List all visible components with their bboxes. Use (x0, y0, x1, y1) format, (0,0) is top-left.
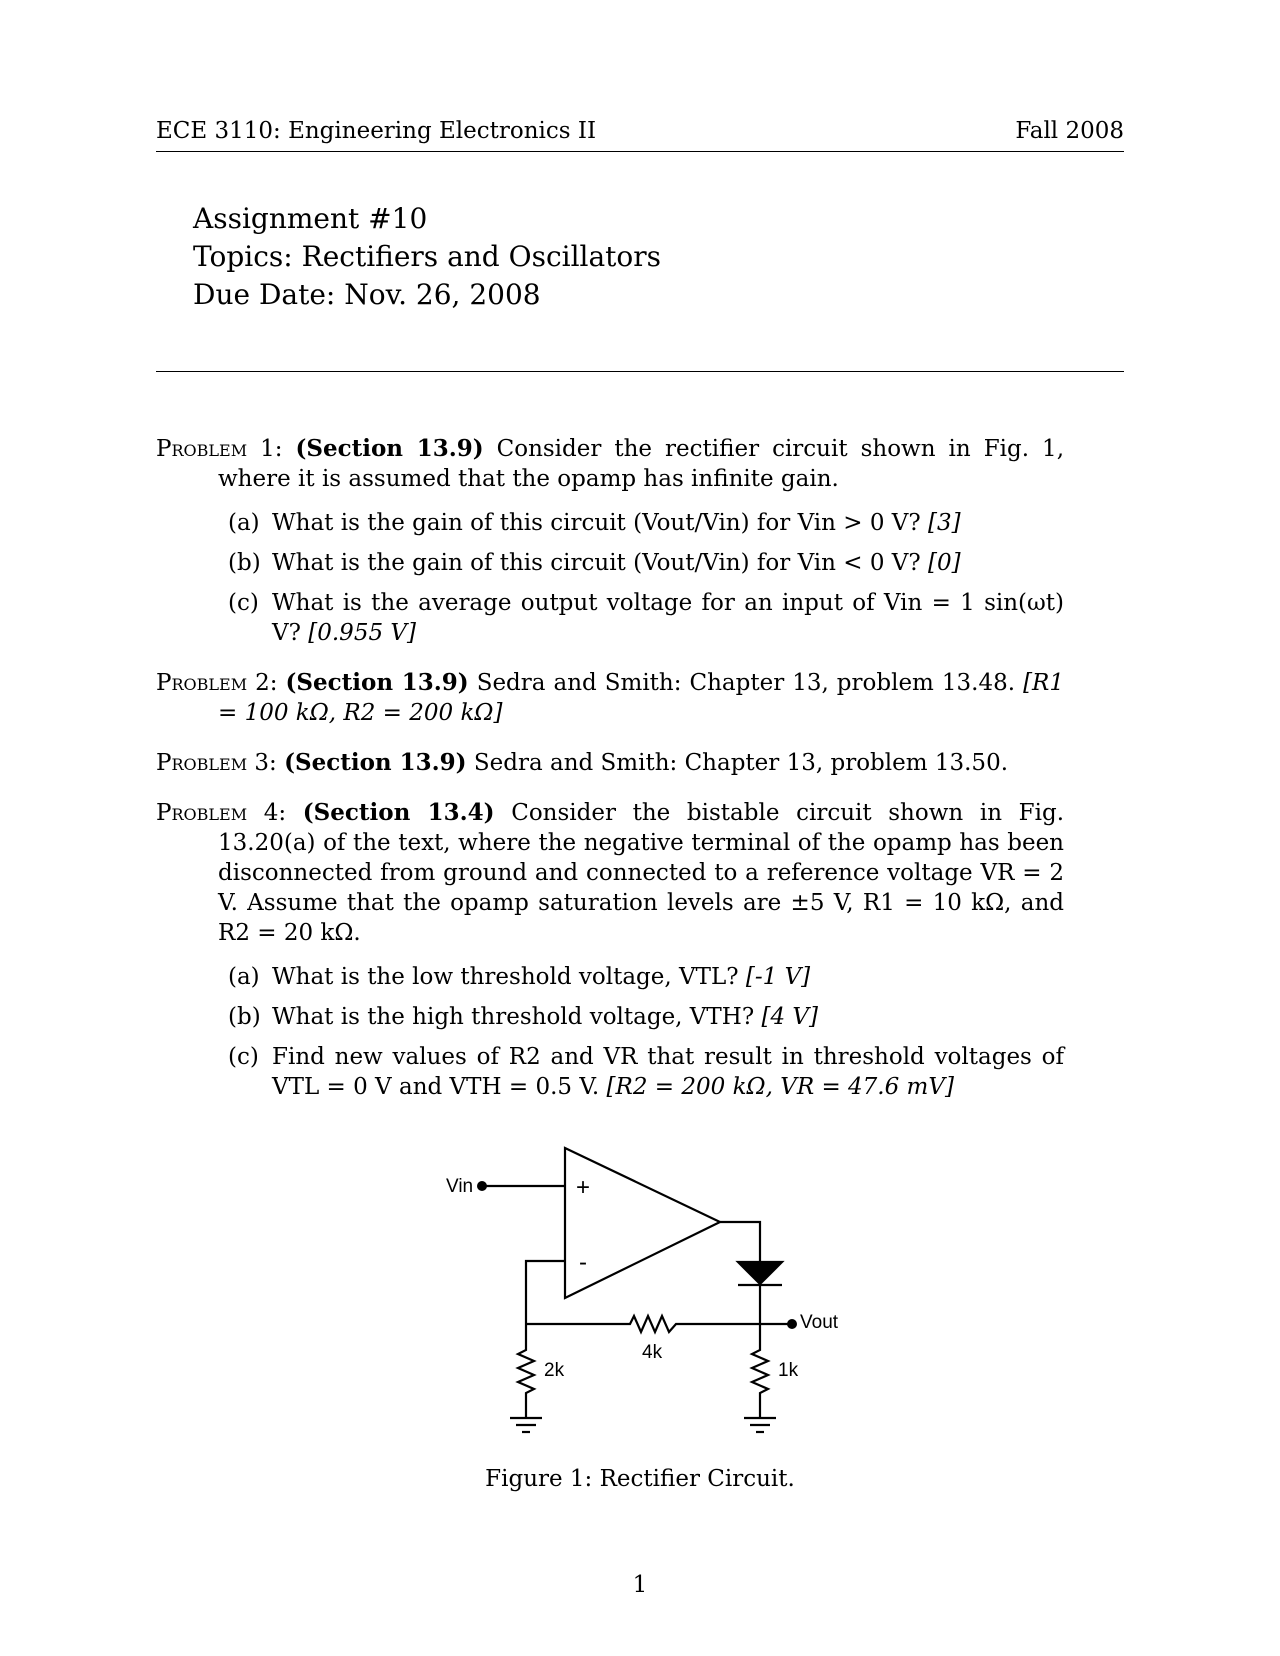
part-label: (c) (228, 1044, 259, 1070)
part-label: (a) (228, 510, 260, 536)
output-wire (720, 1222, 760, 1262)
problem-1-parts (228, 508, 1064, 648)
part-answer: [0.955 V] (308, 620, 416, 646)
opamp-plus-label: + (576, 1174, 591, 1201)
part-text: What is the high threshold voltage, VTH? (272, 1004, 755, 1030)
vin-terminal (477, 1181, 487, 1191)
problem-4-parts (228, 962, 1064, 1102)
diode-symbol (738, 1262, 782, 1284)
problem-2-text: Sedra and Smith: Chapter 13, problem 13.48. (476, 670, 1016, 696)
problem-1 (156, 434, 1064, 648)
resistor-1k-label: 1k (778, 1360, 799, 1381)
part-label: (b) (228, 550, 261, 576)
problem-3-heading: Problem 3: (156, 750, 277, 776)
problem-2-heading: Problem 2: (156, 670, 278, 696)
part-text: Find new values of R2 and VR that result in threshold voltages of VTL = 0 V and VTH = 0.5 V. (272, 1044, 1064, 1100)
opamp-symbol (565, 1148, 720, 1298)
problem-4-heading: Problem 4: (156, 800, 287, 826)
part-answer: [-1 V] (745, 964, 811, 990)
problem-2 (156, 668, 1064, 728)
problem-3-statement (156, 748, 1064, 778)
part-text: What is the average output voltage for an input of Vin = 1 sin(ωt) V? (272, 590, 1064, 646)
vout-terminal (787, 1319, 797, 1329)
part-answer: [R2 = 200 kΩ, VR = 47.6 mV] (606, 1074, 954, 1100)
part-label: (c) (228, 590, 259, 616)
problem-4-part-b (228, 1002, 1064, 1032)
problem-3 (156, 748, 1064, 778)
resistor-4k (526, 1316, 790, 1332)
rectifier-circuit-diagram (420, 1135, 860, 1455)
header-rule (156, 151, 1124, 152)
problem-4-statement (156, 798, 1064, 948)
part-label: (a) (228, 964, 260, 990)
problem-2-section: (Section 13.9) (285, 669, 469, 696)
part-text: What is the gain of this circuit (Vout/Vin) for Vin > 0 V? (272, 510, 921, 536)
part-text: What is the low threshold voltage, VTL? (272, 964, 739, 990)
problem-3-text: Sedra and Smith: Chapter 13, problem 13.50. (473, 750, 1009, 776)
part-answer: [0] (928, 550, 961, 576)
opamp-minus-label: - (579, 1249, 587, 1276)
vin-label: Vin (446, 1176, 474, 1197)
assignment-number: Assignment #10 (193, 202, 428, 235)
part-answer: [4 V] (761, 1004, 818, 1030)
resistor-4k-label: 4k (642, 1342, 663, 1363)
problem-1-section: (Section 13.9) (295, 435, 484, 462)
assignment-due-date: Due Date: Nov. 26, 2008 (193, 278, 541, 311)
problem-4 (156, 798, 1064, 1102)
part-text: What is the gain of this circuit (Vout/Vin) for Vin < 0 V? (272, 550, 921, 576)
vout-label: Vout (800, 1312, 839, 1333)
course-title: ECE 3110: Engineering Electronics II (156, 118, 597, 144)
part-label: (b) (228, 1004, 261, 1030)
resistor-1k (752, 1324, 768, 1418)
problem-1-statement (156, 434, 1064, 494)
problem-1-part-c (228, 588, 1064, 648)
problem-1-heading: Problem 1: (156, 436, 283, 462)
term: Fall 2008 (1015, 118, 1124, 144)
part-answer: [3] (928, 510, 961, 536)
problem-1-part-b (228, 548, 1064, 578)
resistor-2k-label: 2k (544, 1360, 565, 1381)
problem-4-part-a (228, 962, 1064, 992)
problem-1-text: Consider the rectifier circuit shown in Fig. 1, where it is assumed that the opamp has infinite gain. (218, 436, 1065, 492)
problem-4-text: Consider the bistable circuit shown in Fig. 13.20(a) of the text, where the negative terminal of the opamp has been disconnected from ground and connected to a reference voltage VR = 2 V. Assume that the opamp saturation levels are ±5 V, R1 = 10 kΩ, and R2 = 20 kΩ. (218, 800, 1065, 946)
problem-4-part-c (228, 1042, 1064, 1102)
problem-2-statement (156, 668, 1064, 728)
problem-3-section: (Section 13.9) (284, 749, 467, 776)
figure-caption: Figure 1: Rectifier Circuit. (485, 1466, 795, 1492)
page-number: 1 (632, 1572, 648, 1598)
assignment-title-block (193, 200, 661, 314)
assignment-topics: Topics: Rectifiers and Oscillators (193, 240, 662, 273)
problem-4-section: (Section 13.4) (302, 799, 495, 826)
problem-1-part-a (228, 508, 1064, 538)
problems (156, 434, 1064, 1122)
problem-2-answer: [R1 = 100 kΩ, R2 = 200 kΩ] (218, 670, 1064, 726)
resistor-2k (518, 1324, 534, 1418)
title-rule (156, 371, 1124, 372)
inverting-wire (526, 1261, 565, 1324)
